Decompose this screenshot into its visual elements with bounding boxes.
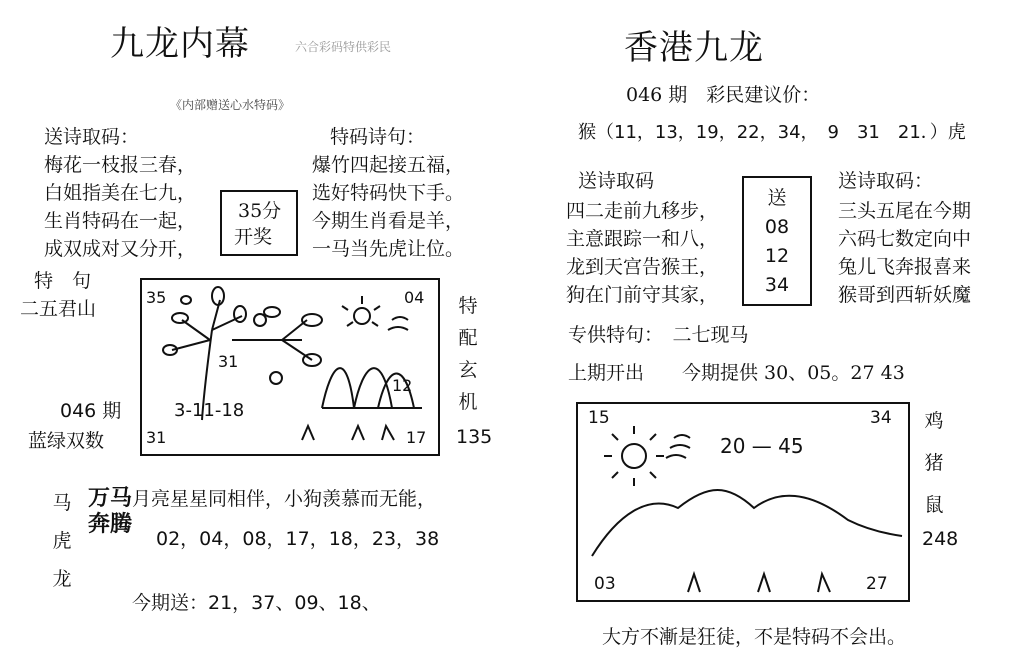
drawing-formula: 20 — 45 (720, 434, 804, 458)
issue-line: 046 期 彩民建议价： (626, 84, 821, 106)
drawing-num-bl: 31 (146, 428, 167, 447)
drawing-num-bl: 03 (594, 574, 616, 594)
poem-line-left: 狗在门前守其家， (566, 284, 719, 306)
idiom-line: 奔腾 (88, 512, 133, 537)
left-drawing-sketch (142, 280, 438, 454)
color-tip: 蓝绿双数 (28, 430, 105, 452)
side-number: 248 (922, 528, 959, 550)
special-header: 特码诗句： (330, 126, 426, 148)
drawing-num-br: 17 (406, 428, 427, 447)
send-box (742, 176, 812, 306)
send-box-item: 12 (764, 245, 790, 267)
poem-line-right: 猴哥到西斩妖魔 (838, 284, 972, 306)
send-line: 今期送：21，37、09、18、 (132, 592, 381, 614)
side-char: 特 (458, 295, 478, 317)
poem-line: 白姐指美在七九， (44, 182, 197, 204)
special-sentence: 专供特句： 二七现马 (568, 324, 749, 346)
zodiac-column (50, 484, 74, 598)
drawing-mountain-number: 12 (392, 376, 413, 395)
left-title: 九龙内幕 (110, 24, 250, 64)
special-line: 爆竹四起接五福， (312, 154, 465, 176)
poem-line-left: 四二走前九移步， (566, 200, 719, 222)
poem-line-left: 主意跟踪一和八， (566, 228, 719, 250)
poem-header: 送诗取码： (44, 126, 140, 148)
idiom (88, 486, 132, 538)
drawing-formula: 3-11-18 (174, 400, 245, 421)
poem-header-right: 送诗取码： (838, 170, 934, 192)
special-line: 今期生肖看是羊， (312, 210, 465, 232)
right-title: 香港九龙 (624, 28, 764, 68)
poem-line: 成双成对又分开， (44, 238, 197, 260)
footer-line: 大方不漸是狂徒，不是特码不会出。 (602, 626, 907, 648)
te-ju-label: 特 句 (34, 270, 92, 292)
left-subtitle: 《内部赠送心水特码》 (170, 98, 291, 112)
send-box-item: 送 (767, 187, 787, 209)
poem-line-right: 六码七数定向中 (838, 228, 972, 250)
zodiac-char: 龙 (52, 568, 72, 590)
send-box-values (744, 184, 810, 300)
side-char: 机 (458, 391, 478, 413)
right-side-column (922, 400, 946, 526)
drawing-num-br: 27 (866, 574, 888, 594)
zodiac-char: 虎 (52, 530, 72, 552)
poem-header-left: 送诗取码 (578, 170, 655, 192)
open-time-box (220, 190, 298, 256)
te-ju-value: 二五君山 (20, 298, 97, 320)
poem-line-right: 兔儿飞奔报喜来 (838, 256, 972, 278)
poem-line: 梅花一枝报三春， (44, 154, 197, 176)
send-box-item: 08 (764, 216, 790, 238)
poem2: 月亮星星同相伴，小狗羡慕而无能， (132, 488, 437, 510)
poem-line: 生肖特码在一起， (44, 210, 197, 232)
drawing-num-tr: 34 (870, 408, 892, 428)
right-side-column (456, 290, 480, 418)
left-drawing-frame (140, 278, 440, 456)
number-list: 02，04，08，17，18，23，38 (156, 528, 440, 550)
side-char: 鸡 (924, 410, 944, 432)
right-drawing-frame (576, 402, 910, 602)
side-char: 鼠 (924, 494, 944, 516)
zodiac-char: 马 (52, 492, 72, 514)
drawing-num-tl: 35 (146, 288, 167, 307)
special-line: 一马当先虎让位。 (312, 238, 465, 260)
drawing-num-tr: 04 (404, 288, 425, 307)
idiom-line: 万马 (88, 486, 133, 511)
poem-line-right: 三头五尾在今期 (838, 200, 972, 222)
side-char: 猪 (924, 452, 944, 474)
drawing-mid-number: 31 (218, 352, 239, 371)
side-char: 玄 (458, 359, 478, 381)
last-period: 上期开出 今期提供 30、05。27 43 (568, 362, 905, 384)
drawing-num-tl: 15 (588, 408, 610, 428)
side-char: 配 (458, 327, 478, 349)
poem-line-left: 龙到天宫告猴王， (566, 256, 719, 278)
send-box-item: 34 (764, 274, 790, 296)
special-line: 选好特码快下手。 (312, 182, 465, 204)
open-time-minutes: 35分 (238, 200, 282, 222)
left-title-note: 六合彩码特供彩民 (295, 40, 392, 54)
issue-number: 046 期 (60, 400, 122, 422)
open-time-label: 开奖 (234, 226, 273, 248)
side-number: 135 (456, 426, 493, 448)
zodiac-line: 猴（11，13，19，22，34， 9 31 21．）虎 (578, 122, 966, 143)
